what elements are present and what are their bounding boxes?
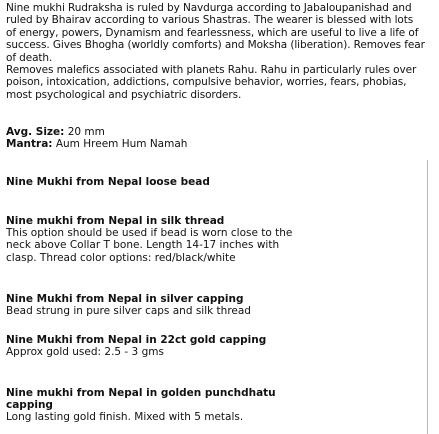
option-description: This option should be used if bead is worn close to the neck above Collar T bone. Length 14-17 inches with clasp. Thread color options: red/black/white <box>6 227 293 264</box>
product-attributes <box>6 126 187 151</box>
option-title: Nine mukhi from Nepal in silk thread <box>6 215 225 227</box>
mantra-value: Aum Hreem Hum Namah <box>55 138 188 151</box>
option-description: Bead strung in pure silver caps and silk thread <box>6 305 251 318</box>
avg-size-label: Avg. Size: <box>6 126 65 138</box>
mantra-label: Mantra: <box>6 138 53 151</box>
description-paragraph-2: Removes malefics associated with planets Rahu. Rahu in particularly rules over poison, intoxication, addictions, compulsive behavior, worries, fears, phobias, most psychological and psychiatric disorders. <box>6 64 417 101</box>
option-title: Nine mukhi from Nepal in golden punchdhatu capping <box>6 387 276 412</box>
avg-size-value: 20 mm <box>67 126 105 138</box>
option-title: Nine Mukhi from Nepal loose bead <box>6 176 210 188</box>
column-divider <box>427 160 428 434</box>
option-silver-capping <box>6 293 296 317</box>
option-gold-capping <box>6 334 296 358</box>
option-title: Nine Mukhi from Nepal in 22ct gold capping <box>6 334 267 346</box>
option-loose-bead <box>6 176 296 188</box>
option-title: Nine Mukhi from Nepal in silver capping <box>6 293 244 305</box>
option-description: Approx gold used: 2.5 - 3 gms <box>6 346 164 359</box>
avg-size-row <box>6 126 187 138</box>
option-silk-thread <box>6 215 296 264</box>
description-paragraph-1: Nine mukhi Rudraksha is ruled by Navdurga according to Jabaloupanishad and ruled by Bhairav according to various Shastras. The wearer is blessed with lots of energy, powers, Dynamism and fearlessness, which are useful to live a life of success. Gives Bhogha (worldly comforts) and Moksha (liberation). Removes fear of death. <box>6 2 425 64</box>
option-punchdhatu-capping <box>6 387 296 424</box>
option-description: Long lasting gold finish. Mixed with 5 metals. <box>6 411 244 424</box>
mantra-row <box>6 138 187 150</box>
product-description <box>6 2 426 101</box>
